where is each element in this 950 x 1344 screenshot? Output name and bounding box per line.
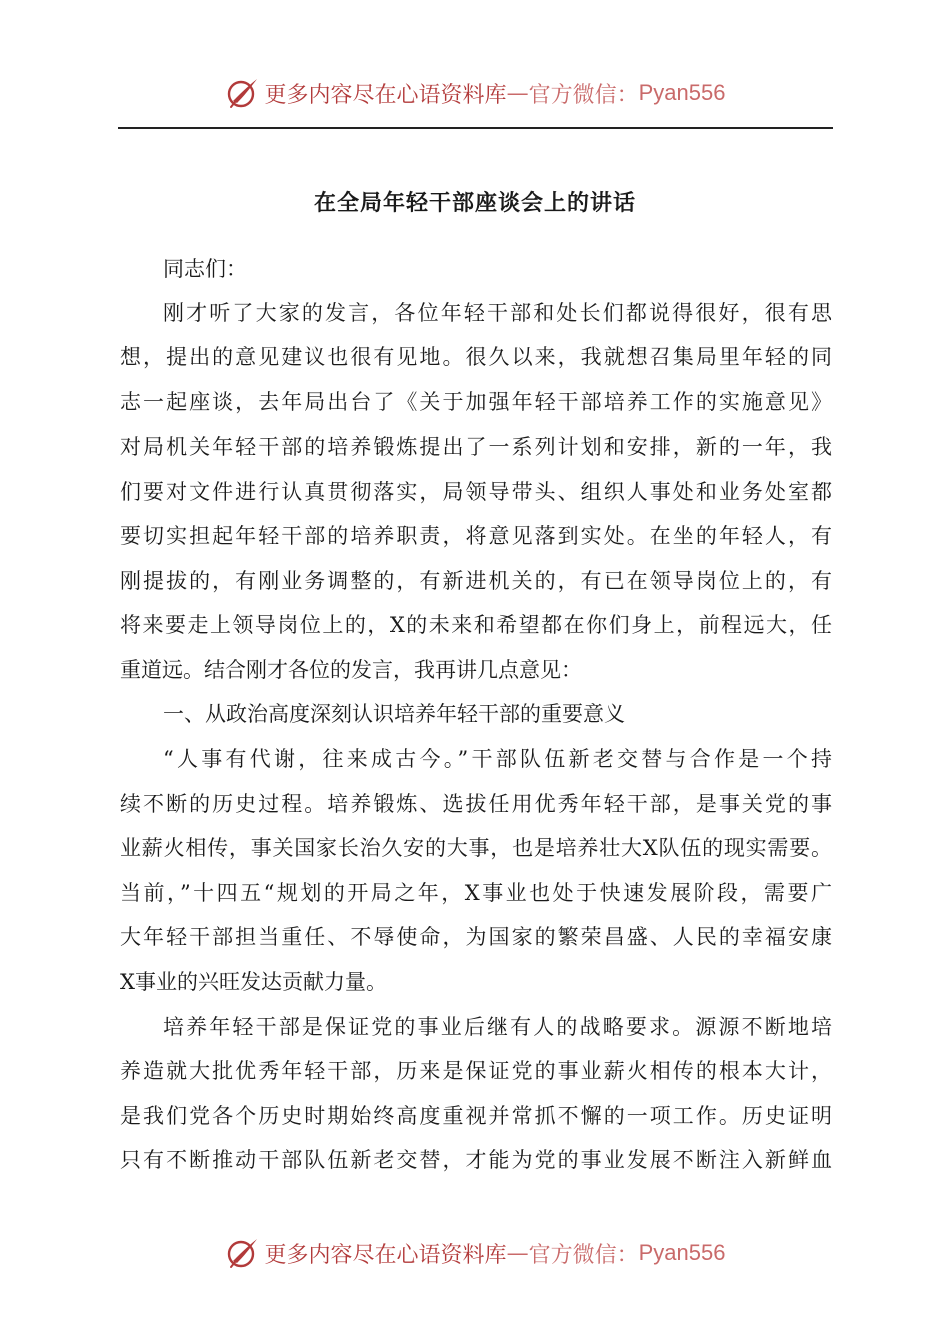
quill-pen-icon	[225, 75, 261, 111]
section-heading: 一、从政治高度深刻认识培养年轻干部的重要意义	[163, 702, 625, 726]
body-line: 大年轻干部担当重任、不辱使命，为国家的繁荣昌盛、人民的幸福安康	[120, 925, 832, 949]
watermark-banner-bottom	[0, 1230, 950, 1276]
body-line: “人事有代谢，往来成古今。”干部队伍新老交替与合作是一个持	[163, 747, 832, 771]
body-line: 养造就大批优秀年轻干部，历来是保证党的事业薪火相传的根本大计，	[120, 1059, 832, 1083]
watermark-wechat-id: Pyan556	[638, 80, 726, 105]
body-line: X事业的兴旺发达贡献力量。	[120, 970, 387, 994]
watermark-banner-top	[0, 70, 950, 116]
watermark-main-text: 更多内容尽在心语资料库	[264, 1242, 507, 1268]
watermark-wechat-label: 官方微信：	[528, 1242, 639, 1268]
body-line: 培养年轻干部是保证党的事业后继有人的战略要求。源源不断地培	[163, 1015, 832, 1039]
watermark-dash: —	[506, 80, 529, 106]
body-line: 对局机关年轻干部的培养锻炼提出了一系列计划和安排，新的一年，我	[120, 435, 832, 459]
body-line: 刚才听了大家的发言，各位年轻干部和处长们都说得很好，很有思	[163, 301, 832, 325]
header-divider	[118, 127, 833, 129]
body-line: 业薪火相传，事关国家长治久安的大事，也是培养壮大X队伍的现实需要。	[120, 836, 832, 860]
body-line: 是我们党各个历史时期始终高度重视并常抓不懈的一项工作。历史证明	[120, 1104, 832, 1128]
body-line: 要切实担起年轻干部的培养职责，将意见落到实处。在坐的年轻人，有	[120, 524, 832, 548]
body-line: 只有不断推动干部队伍新老交替，才能为党的事业发展不断注入新鲜血	[120, 1148, 832, 1172]
body-line: 当前，”十四五“规划的开局之年，X事业也处于快速发展阶段，需要广	[120, 881, 832, 905]
document-title: 在全局年轻干部座谈会上的讲话	[313, 191, 636, 216]
body-line: 们要对文件进行认真贯彻落实，局领导带头、组织人事处和业务处室都	[120, 480, 832, 504]
watermark-dash: —	[506, 1240, 529, 1266]
body-line: 志一起座谈，去年局出台了《关于加强年轻干部培养工作的实施意见》	[120, 390, 832, 414]
body-line: 想，提出的意见建议也很有见地。很久以来，我就想召集局里年轻的同	[120, 345, 832, 369]
salutation: 同志们：	[163, 257, 247, 281]
body-line: 重道远。结合刚才各位的发言，我再讲几点意见：	[120, 658, 582, 682]
body-line: 刚提拔的，有刚业务调整的，有新进机关的，有已在领导岗位上的，有	[120, 569, 832, 593]
watermark-main-text: 更多内容尽在心语资料库	[264, 82, 507, 108]
quill-pen-icon	[225, 1235, 261, 1271]
watermark-wechat-label: 官方微信：	[528, 82, 639, 108]
watermark-wechat-id: Pyan556	[638, 1240, 726, 1265]
body-line: 将来要走上领导岗位上的，X的未来和希望都在你们身上，前程远大，任	[120, 613, 832, 637]
body-line: 续不断的历史过程。培养锻炼、选拔任用优秀年轻干部，是事关党的事	[120, 792, 832, 816]
